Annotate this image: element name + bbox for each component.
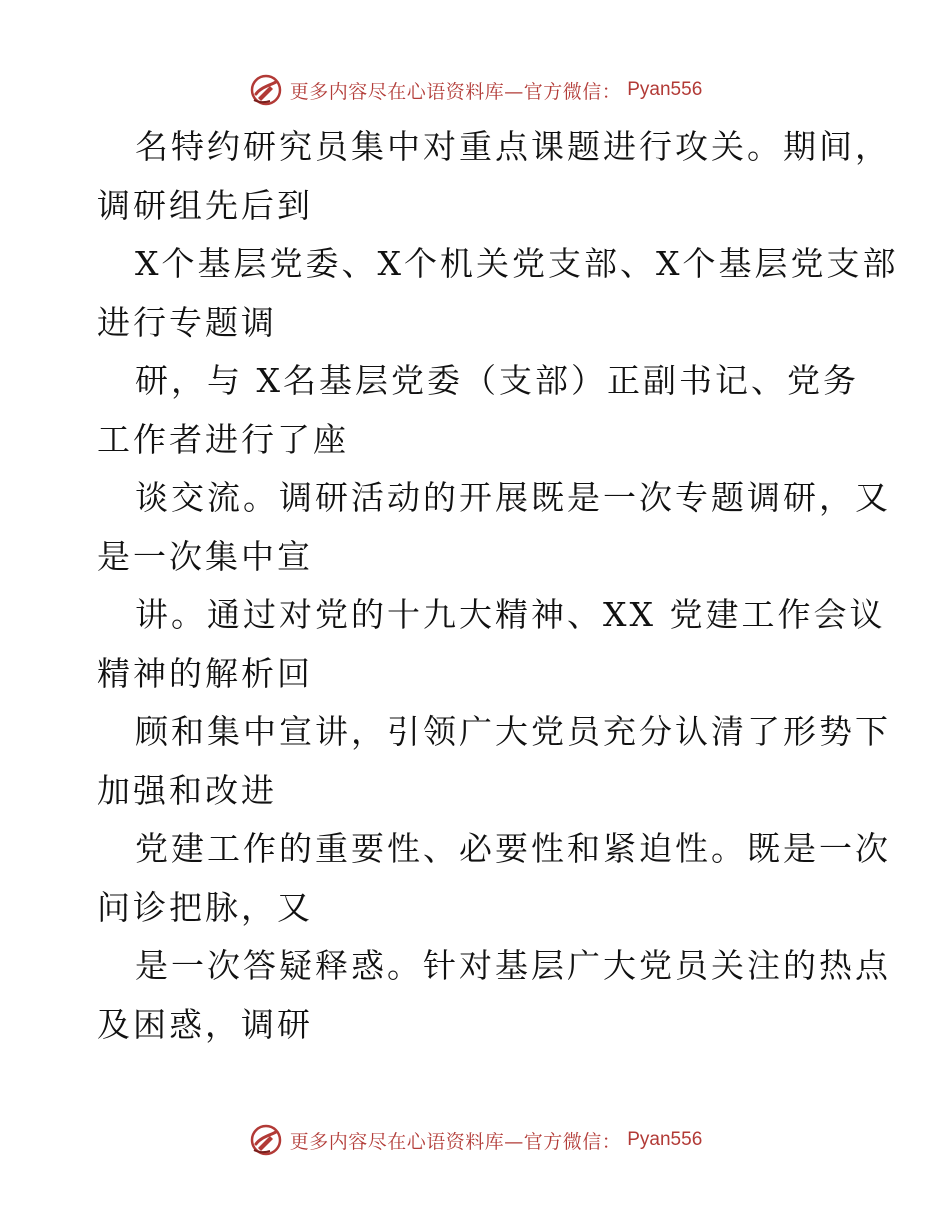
body-line: 研，与 X名基层党委（支部）正副书记、党务 — [135, 361, 859, 400]
body-line: 及困惑，调研 — [97, 1004, 313, 1044]
body-line: 党建工作的重要性、必要性和紧迫性。既是一次 — [135, 829, 891, 868]
body-line: 精神的解析回 — [97, 653, 313, 693]
body-line: 是一次集中宣 — [97, 536, 313, 576]
document-body — [97, 118, 899, 1054]
book-pen-logo-icon — [248, 72, 284, 108]
watermark-wechat-id: Pyan556 — [627, 1129, 703, 1150]
body-line: 问诊把脉，又 — [97, 887, 313, 927]
body-line: 工作者进行了座 — [97, 419, 349, 459]
body-line: 顾和集中宣讲，引领广大党员充分认清了形势下 — [135, 712, 891, 751]
body-line: 讲。通过对党的十九大精神、XX 党建工作会议 — [135, 595, 886, 634]
header-watermark — [0, 70, 950, 110]
body-line: 名特约研究员集中对重点课题进行攻关。期间， — [135, 127, 891, 166]
body-line: 进行专题调 — [97, 302, 277, 342]
body-line: 加强和改进 — [97, 770, 277, 810]
watermark-text: 更多内容尽在心语资料库—官方微信： — [289, 80, 622, 103]
body-line: 是一次答疑释惑。针对基层广大党员关注的热点 — [135, 946, 891, 985]
watermark-wechat-id: Pyan556 — [627, 79, 703, 100]
watermark-text: 更多内容尽在心语资料库—官方微信： — [289, 1130, 622, 1153]
footer-watermark — [0, 1120, 950, 1160]
body-line: 调研组先后到 — [97, 185, 313, 225]
body-line: 谈交流。调研活动的开展既是一次专题调研，又 — [135, 478, 891, 517]
book-pen-logo-icon — [248, 1122, 284, 1158]
body-line: X个基层党委、X个机关党支部、X个基层党支部 — [135, 244, 899, 283]
